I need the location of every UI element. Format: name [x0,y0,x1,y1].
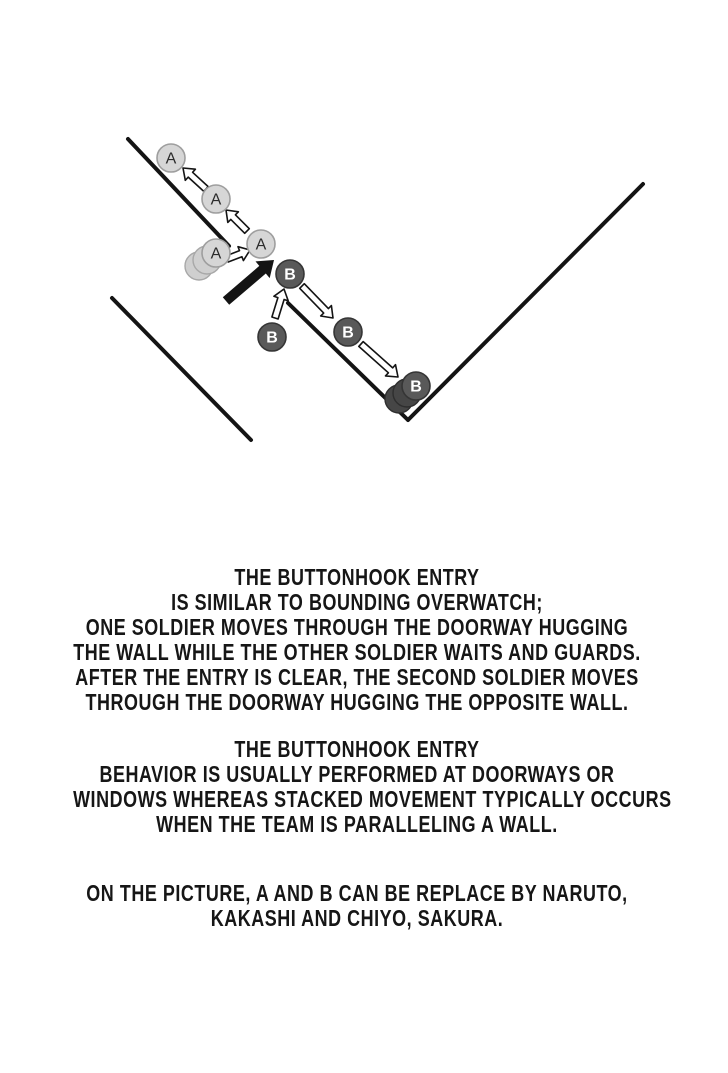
movement-arrow [272,289,288,319]
text-line: THE BUTTONHOOK ENTRY [234,564,480,590]
inner-corner-right-wall [408,184,643,420]
text-line: THE WALL WHILE THE OTHER SOLDIER WAITS AND GUARDS. [73,639,641,665]
text-line: ONE SOLDIER MOVES THROUGH THE DOORWAY HUGGING [85,614,629,640]
soldier-a-label: A [210,191,222,209]
movement-arrow [226,210,249,233]
soldier-b-label: B [410,378,422,396]
text-line: IS SIMILAR TO BOUNDING OVERWATCH; [171,589,543,615]
soldier-a-label: A [165,150,177,168]
soldier-b-label: B [342,324,354,342]
text-line: WHEN THE TEAM IS PARALLELING A WALL. [156,811,558,837]
text-line: AFTER THE ENTRY IS CLEAR, THE SECOND SOLDIER MOVES [75,664,639,690]
paragraph-buttonhook-description [73,565,641,715]
paragraph-character-note [73,881,641,931]
paragraph-buttonhook-behavior [73,736,672,837]
tactical-diagram [0,0,728,480]
text-line: WINDOWS WHEREAS STACKED MOVEMENT TYPICALLY OCCURS [73,786,672,812]
text-line: KAKASHI AND CHIYO, SAKURA. [210,905,504,931]
lower-left-wall [112,298,251,440]
soldier-a-label: A [210,245,222,263]
text-line: THE BUTTONHOOK ENTRY [234,736,480,762]
soldier-a-label: A [255,236,267,254]
text-line: THROUGH THE DOORWAY HUGGING THE OPPOSITE WALL. [85,689,629,715]
movement-arrow [359,342,398,377]
text-line: BEHAVIOR IS USUALLY PERFORMED AT DOORWAYS OR [99,761,615,787]
soldier-b-label: B [266,329,278,347]
entry-direction-arrow [223,260,274,305]
soldier-b-label: B [284,266,296,284]
text-line: ON THE PICTURE, A AND B CAN BE REPLACE BY NARUTO, [86,880,628,906]
movement-arrow [183,168,208,191]
movement-arrow [300,284,333,318]
